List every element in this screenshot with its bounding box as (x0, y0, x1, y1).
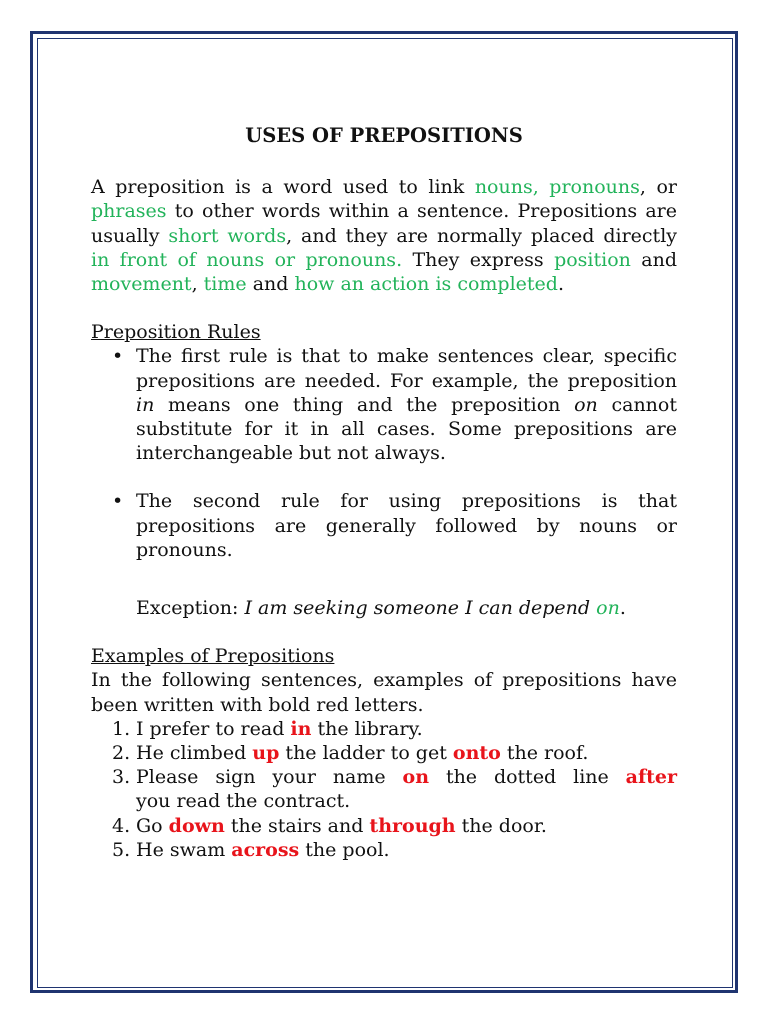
list-number: 4. (112, 814, 131, 837)
preposition-highlight: onto (452, 742, 501, 765)
list-item (91, 765, 677, 813)
list-number: 3. (112, 766, 131, 789)
rule-text: means one thing and the preposition (154, 393, 575, 416)
preposition-highlight: through (369, 814, 456, 837)
examples-heading: Examples of Prepositions (91, 645, 335, 668)
intro-paragraph (91, 175, 677, 296)
intro-text: . (557, 273, 564, 296)
example-text: the stairs and (224, 814, 370, 837)
intro-text: , and they are normally placed directly (286, 224, 678, 247)
preposition-highlight: after (625, 766, 677, 789)
intro-text: , or (639, 176, 677, 199)
list-item (91, 741, 677, 765)
exception-sentence: I am seeking someone I can depend (244, 597, 597, 620)
example-text: the ladder to get (279, 742, 453, 765)
exception-end: . (619, 597, 626, 620)
rule-item-2: • The second rule for using prepositions is that prepositions are generally followed by nouns or pronouns. (91, 489, 677, 562)
example-text: Go (136, 814, 169, 837)
list-spacer (91, 465, 677, 489)
example-text: the roof. (500, 742, 589, 765)
document-page (91, 124, 677, 862)
document-title: USES OF PREPOSITIONS (245, 124, 523, 147)
preposition-highlight: across (231, 838, 300, 861)
example-text: the door. (455, 814, 547, 837)
rules-heading: Preposition Rules (91, 321, 261, 344)
rule-text: cannot substitute for it in all cases. Some prepositions are interchangeable but not always. (136, 393, 677, 465)
intro-text: and (630, 248, 677, 271)
highlight-term: on (596, 597, 620, 620)
example-text: Please sign your name (136, 766, 403, 789)
example-text: the dotted line (429, 766, 626, 789)
list-number: 1. (112, 717, 131, 740)
example-text: I prefer to read (136, 717, 291, 740)
example-text: you read the contract. (136, 790, 351, 813)
highlight-term: position (554, 248, 631, 271)
examples-list (91, 717, 677, 862)
list-item (91, 717, 677, 741)
preposition-highlight: up (252, 742, 280, 765)
intro-text: A preposition is a word used to link (91, 176, 475, 199)
list-item (91, 838, 677, 862)
highlight-term: in front of nouns or pronouns. (91, 248, 403, 271)
rules-list (91, 344, 677, 562)
highlight-term: phrases (91, 200, 167, 223)
examples-intro: In the following sentences, examples of prepositions have been written with bold red letters. (91, 669, 677, 716)
exception-label: Exception: (136, 597, 245, 620)
list-number: 2. (112, 742, 131, 765)
preposition-highlight: down (168, 814, 225, 837)
highlight-term: nouns, pronouns (474, 176, 640, 199)
example-text: the library. (311, 717, 423, 740)
highlight-term: short words (168, 224, 287, 247)
intro-text: They express (402, 248, 555, 271)
highlight-term: how an action is completed (294, 273, 558, 296)
intro-text: to other words within a sentence. Prepositions are usually (91, 200, 677, 247)
intro-text: and (246, 273, 295, 296)
exception-line (91, 596, 677, 620)
highlight-term: time (203, 273, 247, 296)
intro-text: , (191, 273, 204, 296)
highlight-term: movement (91, 273, 192, 296)
rule-italic-term: in (136, 393, 155, 416)
preposition-highlight: in (290, 717, 312, 740)
rule-item-1 (91, 344, 677, 465)
rule-italic-term: on (574, 393, 598, 416)
example-text: He swam (136, 838, 232, 861)
preposition-highlight: on (402, 766, 430, 789)
example-text: the pool. (299, 838, 390, 861)
rule-text: The first rule is that to make sentences clear, specific prepositions are needed. For example, the preposition (136, 345, 677, 392)
example-text: He climbed (136, 742, 253, 765)
list-item (91, 814, 677, 838)
list-number: 5. (112, 838, 131, 861)
